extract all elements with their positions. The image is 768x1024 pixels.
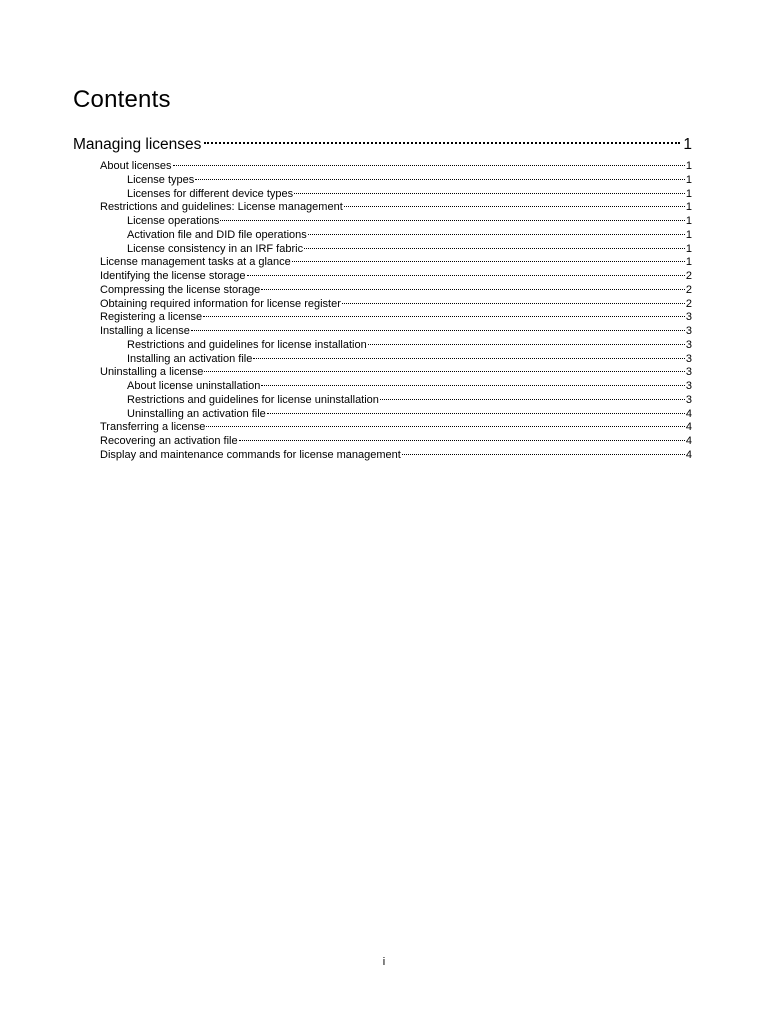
toc-entry-title[interactable]: Activation file and DID file operations — [127, 228, 307, 241]
toc-dot-leader — [308, 234, 685, 235]
toc-entry-title[interactable]: Display and maintenance commands for license management — [100, 448, 401, 461]
toc-entry[interactable] — [73, 311, 692, 325]
toc-entry[interactable] — [73, 380, 692, 394]
toc-dot-leader — [292, 261, 685, 262]
toc-dot-leader — [173, 165, 685, 166]
toc-entry-page-number[interactable]: 1 — [685, 160, 692, 172]
toc-entry[interactable] — [73, 339, 692, 353]
toc-entry[interactable] — [73, 353, 692, 367]
toc-entry-page-number[interactable]: 3 — [685, 311, 692, 324]
toc-entry-title[interactable]: Registering a license — [100, 311, 203, 324]
footer-page-number: i — [382, 956, 386, 968]
toc-entry[interactable] — [73, 298, 692, 312]
toc-entry-page-number[interactable]: 1 — [685, 228, 692, 241]
toc-dot-leader — [261, 385, 685, 386]
toc-entry[interactable] — [73, 270, 692, 284]
toc-entry[interactable] — [73, 215, 692, 229]
toc-entry-title[interactable]: Installing a license — [100, 325, 190, 337]
toc-dot-leader — [402, 454, 685, 455]
toc-entry-page-number[interactable]: 2 — [685, 270, 692, 282]
toc-entry[interactable] — [73, 421, 692, 435]
toc-dot-leader — [304, 248, 685, 249]
toc-dot-leader — [380, 399, 685, 400]
toc-entry-title[interactable]: About license uninstallation — [127, 380, 261, 392]
toc-entry-page-number[interactable]: 3 — [685, 366, 692, 379]
toc-entry[interactable] — [73, 256, 692, 270]
toc-entry[interactable] — [73, 229, 692, 243]
toc-entry-title[interactable]: About licenses — [100, 160, 172, 172]
toc-entry-page-number[interactable]: 4 — [685, 407, 692, 420]
toc-dot-leader — [342, 303, 685, 304]
toc-entry[interactable] — [73, 201, 692, 215]
toc-dot-leader — [344, 206, 685, 207]
toc-dot-leader — [203, 316, 685, 317]
toc-dot-leader — [191, 330, 685, 331]
toc-dot-leader — [239, 440, 685, 441]
toc-dot-leader — [294, 193, 685, 194]
toc-entry-page-number[interactable]: 3 — [685, 325, 692, 337]
toc-entry-page-number[interactable]: 1 — [685, 215, 692, 227]
toc-entry-title[interactable]: License types — [127, 173, 195, 186]
toc-entry-page-number[interactable]: 1 — [685, 256, 692, 269]
toc-entry-title[interactable]: Licenses for different device types — [127, 187, 294, 200]
toc-entry-page-number[interactable]: 2 — [685, 283, 692, 296]
table-of-contents — [73, 134, 692, 463]
toc-dot-leader — [267, 413, 685, 414]
toc-dot-leader — [220, 220, 685, 221]
toc-dot-leader — [195, 179, 685, 180]
toc-entry-page-number[interactable]: 1 — [685, 173, 692, 186]
toc-entry-title[interactable]: License consistency in an IRF fabric — [127, 242, 304, 255]
toc-dot-leader — [204, 371, 685, 372]
toc-entry-page-number[interactable]: 3 — [685, 352, 692, 365]
toc-dot-leader — [204, 142, 680, 144]
toc-entry[interactable] — [73, 284, 692, 298]
toc-entry-page-number[interactable]: 1 — [685, 242, 692, 255]
toc-dot-leader — [368, 344, 685, 345]
toc-entry-title[interactable]: Uninstalling a license — [100, 366, 204, 379]
toc-dot-leader — [247, 275, 685, 276]
toc-dot-leader — [253, 358, 685, 359]
toc-entry-title[interactable]: Recovering an activation file — [100, 435, 238, 447]
toc-entry-title[interactable]: Installing an activation file — [127, 352, 253, 365]
toc-entry-page-number[interactable]: 4 — [685, 421, 692, 434]
toc-entry-title[interactable]: Restrictions and guidelines for license installation — [127, 338, 367, 351]
toc-entry[interactable] — [73, 134, 692, 160]
toc-entry[interactable] — [73, 449, 692, 463]
toc-entry-title[interactable]: Uninstalling an activation file — [127, 407, 266, 420]
toc-dot-leader — [206, 426, 685, 427]
toc-entry[interactable] — [73, 366, 692, 380]
toc-entry-title[interactable]: Restrictions and guidelines for license uninstallation — [127, 393, 379, 406]
toc-entry-page-number[interactable]: 4 — [685, 448, 692, 461]
page-title: Contents — [73, 86, 171, 113]
toc-entry[interactable] — [73, 394, 692, 408]
toc-entry-page-number[interactable]: 1 — [683, 136, 692, 153]
toc-entry-page-number[interactable]: 2 — [685, 297, 692, 310]
toc-entry-title[interactable]: License operations — [127, 215, 220, 227]
toc-entry[interactable] — [73, 325, 692, 339]
toc-entry[interactable] — [73, 160, 692, 174]
toc-entry-title[interactable]: Restrictions and guidelines: License management — [100, 201, 343, 214]
toc-entry-title[interactable]: License management tasks at a glance — [100, 256, 291, 269]
toc-entry-title[interactable]: Managing licenses — [73, 136, 202, 153]
toc-entry-title[interactable]: Transferring a license — [100, 421, 206, 434]
toc-dot-leader — [261, 289, 685, 290]
toc-entry-page-number[interactable]: 4 — [685, 435, 692, 447]
toc-entry-page-number[interactable]: 3 — [685, 393, 692, 406]
toc-entry-title[interactable]: Obtaining required information for license register — [100, 297, 341, 310]
toc-entry-page-number[interactable]: 3 — [685, 338, 692, 351]
toc-entry-title[interactable]: Compressing the license storage — [100, 283, 261, 296]
toc-entry[interactable] — [73, 174, 692, 188]
toc-entry-page-number[interactable]: 1 — [685, 187, 692, 200]
toc-entry[interactable] — [73, 243, 692, 257]
toc-entry[interactable] — [73, 188, 692, 202]
toc-entry-page-number[interactable]: 1 — [685, 201, 692, 214]
toc-entry[interactable] — [73, 408, 692, 422]
toc-entry-title[interactable]: Identifying the license storage — [100, 270, 246, 282]
toc-entry-page-number[interactable]: 3 — [685, 380, 692, 392]
toc-entry[interactable] — [73, 435, 692, 449]
